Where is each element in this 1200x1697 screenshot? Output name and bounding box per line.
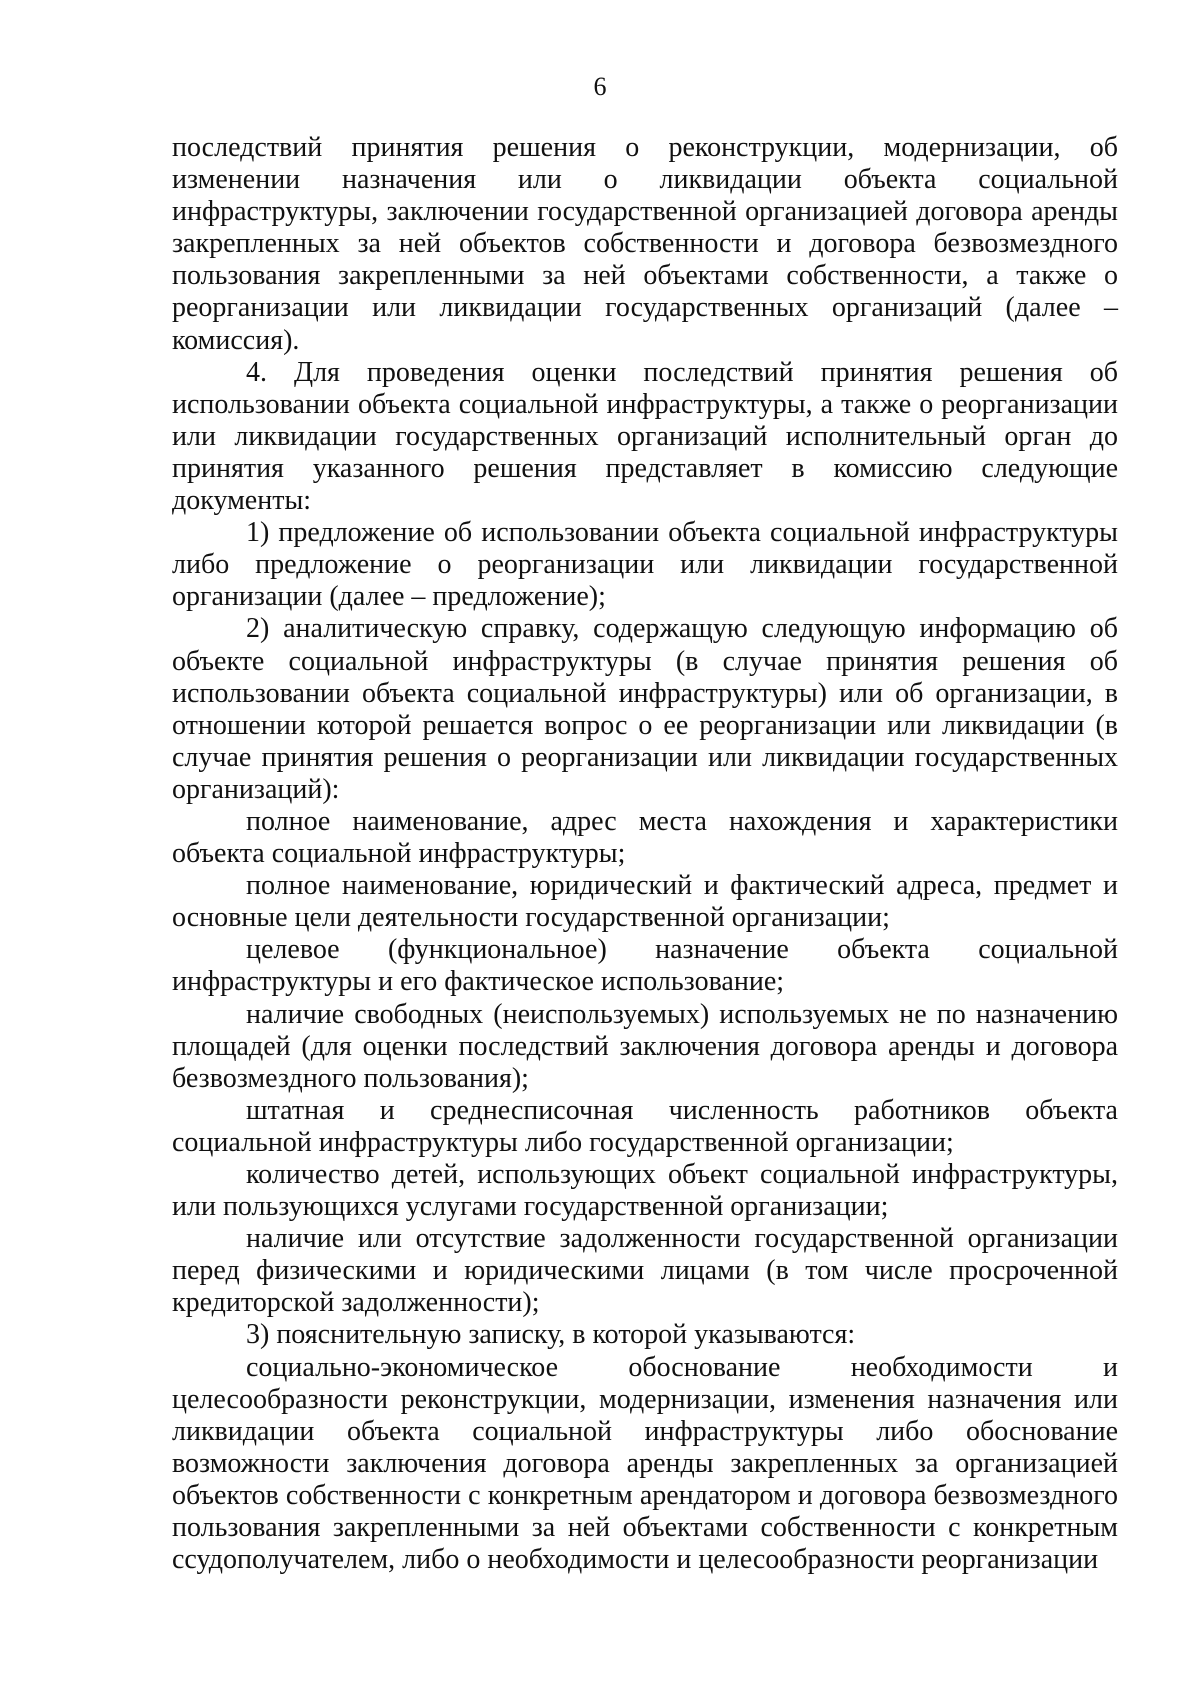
paragraph-full-name-address: полное наименование, адрес места нахождения и характеристики объекта социальной инфраструктуры; [172,805,1118,870]
paragraph-purpose-usage: целевое (функциональное) назначение объекта социальной инфраструктуры и его фактическое использование; [172,934,1118,998]
paragraph-socio-economic-justification: социально-экономическое обоснование необходимости и целесообразности реконструкции, модернизации, изменения назначения или ликвидации объекта социальной инфраструктуры либо обоснование возможности заключения договора аренды закрепленных за организацией объектов собственности с конкретным арендатором и договора безвозмездного пользования закрепленными за ней объектами собственности с конкретным ссудополучателем, либо о необходимости и целесообразности реорганизации [172,1351,1118,1576]
page-number: 6 [593,72,607,101]
paragraph-item-3-explanatory-note: 3) пояснительную записку, в которой указываются: [246,1319,856,1351]
paragraph-staff-numbers: штатная и среднесписочная численность работников объекта социальной инфраструктуры либо государственной организации; [172,1094,1118,1158]
document-body [172,132,1118,1576]
paragraph-debt-status: наличие или отсутствие задолженности государственной организации перед физическими и юридическими лицами (в том числе просроченной кредиторской задолженности); [172,1223,1118,1319]
paragraph-organization-details: полное наименование, юридический и фактический адреса, предмет и основные цели деятельности государственной организации; [172,870,1118,934]
paragraph-item-1-proposal: 1) предложение об использовании объекта социальной инфраструктуры либо предложение о реорганизации или ликвидации государственной организации (далее – предложение); [172,517,1118,613]
paragraph-children-count: количество детей, использующих объект социальной инфраструктуры, или пользующихся услугами государственной организации; [172,1159,1118,1223]
paragraph-clause-4: 4. Для проведения оценки последствий принятия решения об использовании объекта социальной инфраструктуры, а также о реорганизации или ликвидации государственных организаций исполнительный орган до принятия указанного решения представляет в комиссию следующие документы: [172,356,1118,517]
paragraph-commission-definition: последствий принятия решения о реконструкции, модернизации, об изменении назначения или о ликвидации объекта социальной инфраструктуры, заключении государственной организацией договора аренды закрепленных за ней объектов собственности и договора безвозмездного пользования закрепленными за ней объектами собственности, а также о реорганизации или ликвидации государственных организаций (далее – комиссия). [172,132,1118,356]
paragraph-item-2-analytical-report: 2) аналитическую справку, содержащую следующую информацию об объекте социальной инфраструктуры (в случае принятия решения об использовании объекта социальной инфраструктуры) или об организации, в отношении которой решается вопрос о ее реорганизации или ликвидации (в случае принятия решения о реорганизации или ликвидации государственных организаций): [172,613,1118,805]
paragraph-unused-areas: наличие свободных (неиспользуемых) используемых не по назначению площадей (для оценки последствий заключения договора аренды и договора безвозмездного пользования); [172,998,1118,1094]
